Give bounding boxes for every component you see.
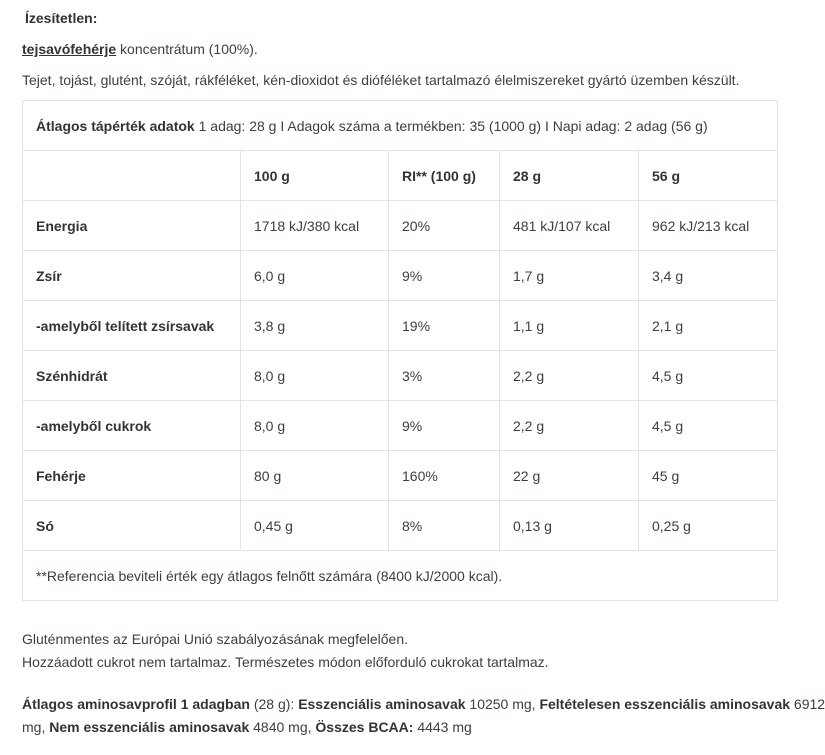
bcaa-label: Összes BCAA: (315, 719, 414, 735)
row-label: Zsír (23, 251, 241, 301)
cell-ri: 19% (389, 301, 500, 351)
essential-label: Esszenciális aminosavak (298, 696, 466, 712)
gluten-statement: Gluténmentes az Európai Unió szabályozásának megfelelően. (22, 631, 409, 647)
table-summary-row (23, 101, 778, 151)
cell-56g: 45 g (639, 451, 778, 501)
cell-28g: 2,2 g (500, 401, 639, 451)
cell-100g: 0,45 g (241, 501, 389, 551)
cell-28g: 481 kJ/107 kcal (500, 201, 639, 251)
header-cell-28g: 28 g (500, 151, 639, 201)
allergen-text: Tejet, tojást, glutént, szóját, rákféléket, kén-dioxidot és dióféléket tartalmazó élelmiszereket gyártó üzemben készült. (22, 72, 740, 88)
header-cell-100g: 100 g (241, 151, 389, 201)
cell-56g: 4,5 g (639, 351, 778, 401)
header-cell-56g: 56 g (639, 151, 778, 201)
cell-28g: 1,7 g (500, 251, 639, 301)
cell-56g: 0,25 g (639, 501, 778, 551)
table-summary-cell (23, 101, 778, 151)
cell-56g: 2,1 g (639, 301, 778, 351)
amino-profile-line-2 (22, 718, 472, 736)
cell-100g: 8,0 g (241, 351, 389, 401)
cell-ri: 3% (389, 351, 500, 401)
table-row (23, 301, 778, 351)
cell-28g: 2,2 g (500, 351, 639, 401)
row-label: Szénhidrát (23, 351, 241, 401)
cell-ri: 9% (389, 251, 500, 301)
cell-100g: 3,8 g (241, 301, 389, 351)
header-cell-ri: RI** (100 g) (389, 151, 500, 201)
cell-ri: 160% (389, 451, 500, 501)
row-label: -amelyből telített zsírsavak (23, 301, 241, 351)
conditional-value-unit: mg, (22, 719, 50, 735)
table-row (23, 501, 778, 551)
summary-details: 1 adag: 28 g I Adagok száma a termékben: 35 (1000 g) I Napi adag: 2 adag (56 g) (194, 117, 708, 134)
summary-title: Átlagos tápérték adatok (36, 117, 195, 134)
nonessential-label: Nem esszenciális aminosavak (49, 719, 250, 735)
table-row (23, 351, 778, 401)
cell-56g: 962 kJ/213 kcal (639, 201, 778, 251)
table-row (23, 451, 778, 501)
cell-28g: 0,13 g (500, 501, 639, 551)
amino-title: Átlagos aminosavprofil 1 adagban (22, 696, 250, 712)
conditional-label: Feltételesen esszenciális aminosavak (539, 696, 791, 712)
cell-100g: 6,0 g (241, 251, 389, 301)
flavor-label: Ízesítetlen: (25, 10, 98, 26)
row-label: Só (23, 501, 241, 551)
table-row (23, 401, 778, 451)
cell-28g: 22 g (500, 451, 639, 501)
ingredient-line (22, 40, 258, 58)
cell-100g: 8,0 g (241, 401, 389, 451)
header-cell-empty (23, 151, 241, 201)
cell-56g: 3,4 g (639, 251, 778, 301)
cell-ri: 8% (389, 501, 500, 551)
nonessential-value: 4840 mg, (249, 719, 316, 735)
table-footnote: **Referencia beviteli érték egy átlagos felnőtt számára (8400 kJ/2000 kcal). (23, 551, 778, 601)
cell-100g: 80 g (241, 451, 389, 501)
table-header-row (23, 151, 778, 201)
ingredient-rest: koncentrátum (100%). (116, 41, 258, 57)
amino-serving: (28 g): (249, 696, 299, 712)
cell-28g: 1,1 g (500, 301, 639, 351)
table-row (23, 251, 778, 301)
amino-profile-line-1 (22, 695, 825, 713)
conditional-value: 6912 (790, 696, 825, 712)
ingredient-link[interactable]: tejsavófehérje (22, 41, 117, 57)
cell-ri: 20% (389, 201, 500, 251)
cell-ri: 9% (389, 401, 500, 451)
row-label: Fehérje (23, 451, 241, 501)
sugar-statement: Hozzáadott cukrot nem tartalmaz. Természetes módon előforduló cukrokat tartalmaz. (22, 654, 549, 670)
cell-100g: 1718 kJ/380 kcal (241, 201, 389, 251)
cell-56g: 4,5 g (639, 401, 778, 451)
row-label: -amelyből cukrok (23, 401, 241, 451)
table-row (23, 201, 778, 251)
bcaa-value: 4443 mg (413, 719, 472, 735)
table-footnote-row (23, 551, 778, 601)
essential-value: 10250 mg, (465, 696, 540, 712)
row-label: Energia (23, 201, 241, 251)
nutrition-table (22, 100, 778, 601)
